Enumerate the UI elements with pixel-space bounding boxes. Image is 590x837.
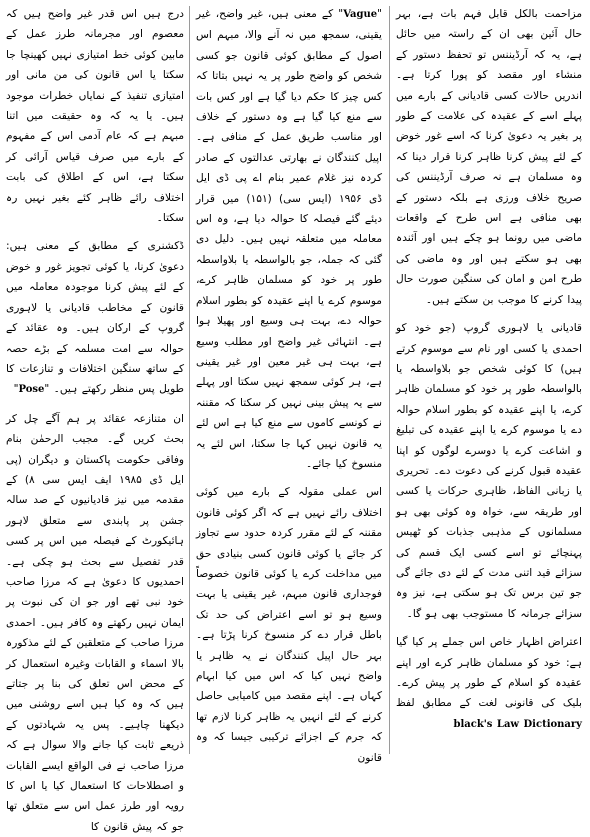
paragraph: مزاحمت بالکل قابل فہم بات ہے، بہر حال آئین بھی ان کے راستہ میں حائل ہے، یہ کہ آرڈیننس تو تحفظ دستور کے منشاء اور مقصد کو پورا کرتا ہے۔ اندریں حالات کسی قادیانی کے بارے میں پہلے اسے کے عقیدہ کی علامت کے طور پر بغیر یہ دعویٰ کرنا کہ اسے غور خوض کے لئے پیش کرنا ظاہر کرنا قرار دینا کہ وہ مسلمان ہے نہ صرف آرڈیننس کی صریح خلاف ورزی ہے بلکہ دستور کے بھی منافی ہے اس طرح کے واقعات ماضی میں رونما ہو چکے ہیں اور آئندہ بھی ہو سکتے ہیں اور وہ ماضی کی طرح امن و امان کی سنگین صورت حال پیدا کرنے کا موجب بن سکتے ہیں۔: [396, 8, 582, 306]
paragraph: قادیانی یا لاہوری گروپ (جو خود کو احمدی یا کسی اور نام سے موسوم کرتے ہیں) کا کوئی شخص جو بلاواسطہ یا بالواسطہ طور پر خود کو مسلمان ظاہر کرے، یا اپنے عقیدہ کو بطور اسلام حوالہ دے یا موسوم کرے یا اپنے عقیدہ کی تبلیغ و اشاعت کرے یا دوسرے لوگوں کو اپنا عقیدہ قبول کرنے کی دعوت دے۔ تحریری یا زبانی الفاظ، ظاہری حرکات یا کسی اور طریقہ سے، خواہ وہ کوئی بھی ہو مسلمانوں کے مذہبی جذبات کو ٹھیس پہنچائے تو اسے کسی ایک قسم کی سزائے قید اتنی مدت کے لئے دی جائے گی جو تین برس تک ہو سکتی ہے، نیز وہ سزائے جرمانہ کا مستوجب بھی ہو گا۔: [396, 322, 582, 620]
paragraph: ان متنازعہ عقائد پر ہم آگے چل کر بحث کریں گے۔ مجیب الرحمٰن بنام وفاقی حکومت پاکستان و دیگران (پی ایل ڈی ۱۹۸۵ ایف ایس سی ۸) کے مقدمہ میں نیز قادیانیوں کے صد سالہ جشن پر پابندی سے متعلق لاہور ہائیکورٹ کے فیصلہ میں اس پر کسی قدر تفصیل سے بحث ہو چکی ہے۔ احمدیوں کا دعویٰ ہے کہ مرزا صاحب خود نبی تھے اور جو ان کی نبوت پر ایمان نہیں رکھتے وہ کافر ہیں۔ احمدی مرزا صاحب کے متعلقین کے لئے مذکورہ بالا اسماء و القابات وغیرہ استعمال کر کے محض اس تعلق کی بنا پر جتاتے ہیں کہ وہ کیا ہیں اسے روشنی میں دیکھنا چاہیے۔ پس یہ شہادتوں کے ذریعے ثابت کیا جانے والا سوال ہے کہ مرزا صاحب نے فی الواقع ایسے القابات و اصطلاحات کا استعمال کیا یا اس کا رویہ اور طرز عمل اس سے متعلق تھا جو کہ پیش قانون کا: [6, 412, 184, 833]
paragraph-text: اعتراض اظہار خاص اس جملے پر کیا گیا ہے: خود کو مسلمان ظاہر کرے اور اپنے عقیدہ کو اسلام کے طور پر پیش کرے۔ بلیک کی قانونی لغت کے مطابق لفظ: [396, 636, 582, 710]
paragraph: "Vague" کے معنی ہیں، غیر واضح، غیر یقینی، سمجھ میں نہ آنے والا، مبہم اس اصول کے مطابق کوئی قانون جو کسی شخص کو واضح طور پر یہ نہیں بتاتا کہ کس چیز کا حکم دیا گیا ہے اور کس بات سے منع کیا گیا ہے وہ دستور کے خلاف اور مناسب طریق عمل کے منافی ہے۔ اپیل کنندگان نے بھارتی عدالتوں کے صادر کردہ نیز غلام عمیر بنام اے پی ڈی ایل ڈی ۱۹۵۶ (ایس سی) (۱۵۱) میں قرار دیئے گئے فیصلہ کا حوالہ دیا ہے، وہ اس معاملہ میں متعلقہ نہیں ہیں۔ دلیل دی گئی کہ جملہ، جو بالواسطہ یا بلاواسطہ طور پر خود کو مسلمان ظاہر کرے، موسوم کرے یا اپنے عقیدہ کو بطور اسلام حوالہ دے، بہت ہی وسیع اور پھیلا ہوا ہے۔ انتہائی غیر واضح اور مطلب وسیع ہے، بہت ہی غیر معین اور غیر یقینی ہے، ہر کوئی سمجھ نہیں سکتا اور پہلے سے یہ پیش بینی نہیں کر سکتا کہ مقننہ نے کونسے کاموں سے منع کیا ہے اس لئے یہ قانون نہیں کہا جا سکتا، اس لئے یہ منسوخ کیا جائے۔: [196, 8, 383, 470]
paragraph-text: کے معنی ہیں، غیر واضح، غیر یقینی، سمجھ میں نہ آنے والا، مبہم اس اصول کے مطابق کوئی قانون جو کسی شخص کو واضح طور پر یہ نہیں بتاتا کہ کس چیز کا حکم دیا گیا ہے اور کس بات سے منع کیا گیا ہے وہ دستور کے خلاف اور مناسب طریق عمل کے منافی ہے۔ اپیل کنندگان نے بھارتی عدالتوں کے صادر کردہ نیز غلام عمیر بنام اے پی ڈی ایل ڈی ۱۹۵۶ (ایس سی) (۱۵۱) میں قرار دیئے گئے فیصلہ کا حوالہ دیا ہے، وہ اس معاملہ میں متعلقہ نہیں ہیں۔ دلیل دی گئی کہ جملہ، جو بالواسطہ یا بلاواسطہ طور پر خود کو مسلمان ظاہر کرے، موسوم کرے یا اپنے عقیدہ کو بطور اسلام حوالہ دے، بہت ہی وسیع اور پھیلا ہوا ہے۔ انتہائی غیر واضح اور مطلب وسیع ہے، بہت ہی غیر معین اور غیر یقینی ہے، ہر کوئی سمجھ نہیں سکتا اور پہلے سے یہ پیش بینی نہیں کر سکتا کہ مقننہ نے کونسے کاموں سے منع کیا ہے اس لئے یہ قانون نہیں کہا جا سکتا، اس لئے یہ منسوخ کیا جائے۔: [196, 8, 382, 470]
paragraph: [396, 632, 582, 735]
english-term: black's Law Dictionary: [453, 718, 582, 730]
paragraph: ڈکشنری کے مطابق کے معنی ہیں: دعویٰ کرنا، یا کوئی تجویز غور و خوض کے لئے پیش کرنا موجودہ معاملہ میں قانون کے مخاطب قادیانی یا لاہوری گروپ کے ارکان ہیں۔ وہ عقائد کے حوالہ سے امت مسلمہ کے بڑے حصہ کے ساتھ سنگین اختلافات و تنازعات کا طویل پس منظر رکھتے ہیں۔ "Pose": [6, 240, 184, 396]
text-column-middle: [196, 4, 383, 764]
english-term: Vague: [343, 9, 378, 20]
column-divider: [189, 6, 190, 754]
column-divider: [389, 6, 390, 754]
paragraph-text: ڈکشنری کے مطابق کے معنی ہیں: دعویٰ کرنا، یا کوئی تجویز غور و خوض کے لئے پیش کرنا موجودہ معاملہ میں قانون کے مخاطب قادیانی یا لاہوری گروپ کے ارکان ہیں۔ وہ عقائد کے حوالہ سے امت مسلمہ کے بڑے حصہ کے ساتھ سنگین اختلافات و تنازعات کا طویل پس منظر رکھتے ہیں۔: [6, 240, 184, 396]
text-column-right: [396, 4, 582, 756]
paragraph: اس عملی مقولہ کے بارے میں کوئی اختلاف رائے نہیں ہے کہ اگر کوئی قانون مقننہ کے لئے مقرر کردہ حدود سے تجاوز کر جائے یا کوئی قانون کسی بنیادی حق میں مداخلت کرے یا کوئی قانون خصوصاً فوجداری قانون مبہم، غیر یقینی یا بہت وسیع ہو تو اسے اعتراض کی حد تک باطل قرار دے کر منسوخ کرنا پڑتا ہے۔ بہر حال اپیل کنندگان نے یہ ظاہر یا واضح نہیں کیا کہ اس میں کیا ابہام کہاں ہے۔ اپنے مقصد میں کامیابی حاصل کرنے کے لئے انہیں یہ ظاہر کرنا لازم تھا کہ جرم کے اجزائے ترکیبی جیسا کہ وہ قانون: [196, 486, 382, 764]
english-term: Pose: [18, 384, 45, 396]
text-column-left: [6, 4, 184, 833]
paragraph: درج ہیں اس قدر غیر واضح ہیں کہ معصوم اور مجرمانہ طرز عمل کے مابین کوئی خط امتیازی نہیں کھینچا جا سکتا یا اس قانون کی من مانی اور امتیازی تنفیذ کے نمایاں خطرات موجود ہیں۔ یا یہ کہ وہ حقیقت میں اتنا مبہم ہے کہ عام آدمی اس کے مفہوم کے بارے میں صرف قیاس آرائی کر سکتا ہے، اس کے اطلاق کی بابت اختلاف رائے ظاہر کئے بغیر نہیں رہ سکتا۔: [6, 8, 184, 225]
